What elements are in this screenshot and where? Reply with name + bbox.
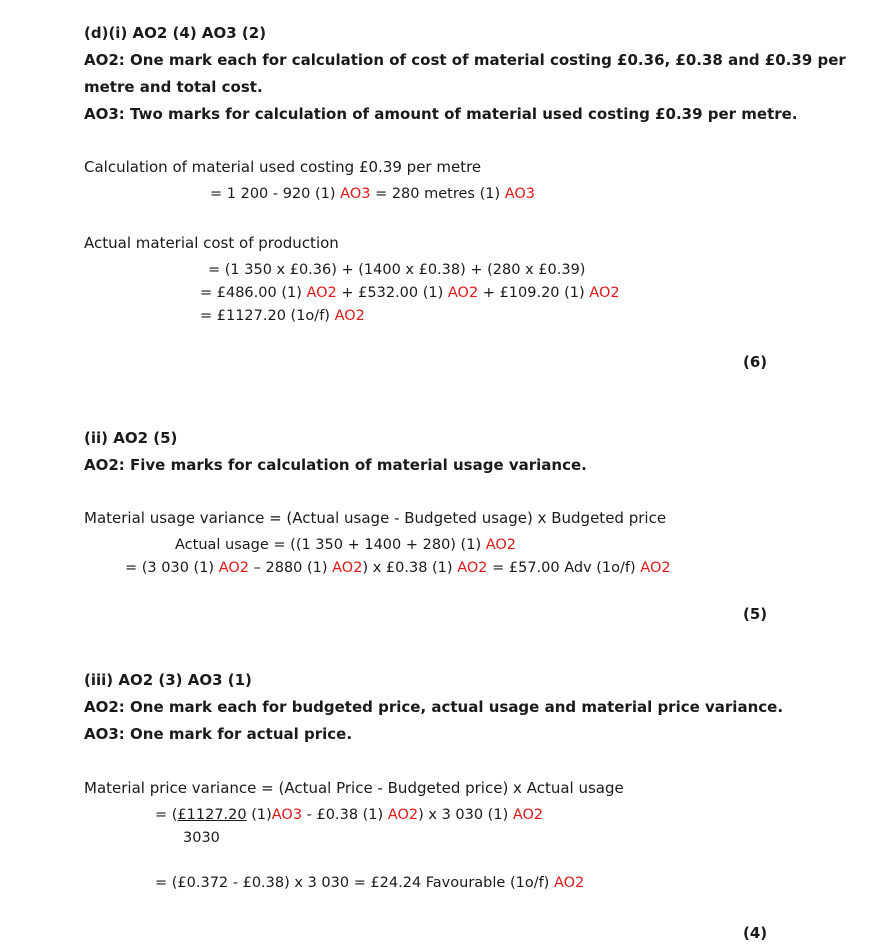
cost-part: + £109.20 (1) (478, 285, 590, 301)
price-variance-formula: Material price variance = (Actual Price - Budgeted price) x Actual usage (84, 779, 624, 797)
result-part: = (£0.372 - £0.38) x 3 030 = £24.24 Favourable (1o/f) (155, 875, 554, 891)
price-part: = ( (155, 807, 178, 823)
actual-price-numerator: £1127.20 (177, 807, 247, 823)
cost-part: = £1127.20 (1o/f) (200, 308, 335, 324)
price-part: (1) (246, 807, 272, 823)
section-heading-d-i: (d)(i) AO2 (4) AO3 (2) (84, 24, 267, 42)
ao2-criteria-line: AO2: Five marks for calculation of material usage variance. (84, 456, 587, 474)
marks-total-d-iii: (4) (743, 924, 768, 942)
price-calc-line (155, 807, 543, 823)
ao2-tag: AO2 (334, 308, 365, 324)
ao2-tag: AO2 (589, 285, 620, 301)
ao2-tag: AO2 (457, 560, 488, 576)
cost-part: = £486.00 (1) (200, 285, 307, 301)
usage-variance-formula: Material usage variance = (Actual usage - Budgeted usage) x Budgeted price (84, 509, 667, 527)
ao3-criteria-line: AO3: One mark for actual price. (84, 725, 353, 743)
calc-label: Calculation of material used costing £0.39 per metre (84, 158, 482, 176)
cost-line-1: = (1 350 x £0.36) + (1400 x £0.38) + (280 x £0.39) (208, 262, 586, 278)
actual-usage-line (175, 537, 516, 553)
ao3-tag: AO3 (340, 186, 371, 202)
result-part: = (3 030 (1) (125, 560, 219, 576)
usage-part: Actual usage = ((1 350 + 1400 + 280) (1) (175, 537, 486, 553)
ao2-tag: AO2 (447, 285, 479, 301)
cost-part: + £532.00 (1) (336, 285, 448, 301)
price-part: ) x 3 030 (1) (418, 807, 513, 823)
marks-total-d-ii: (5) (743, 605, 768, 623)
actual-price-denominator: 3030 (183, 830, 220, 846)
result-part: – 2880 (1) (249, 560, 333, 576)
ao2-criteria-line1: AO2: One mark each for calculation of cost of material costing £0.36, £0.38 and £0.39 per (84, 51, 846, 69)
ao3-tag: AO3 (271, 807, 303, 823)
ao3-tag: AO3 (504, 186, 536, 202)
ao2-tag: AO2 (387, 807, 419, 823)
result-part: = £57.00 Adv (1o/f) (487, 560, 641, 576)
section-heading-d-ii: (ii) AO2 (5) (84, 429, 178, 447)
actual-cost-label: Actual material cost of production (84, 234, 339, 252)
cost-line-3 (200, 308, 365, 324)
ao3-criteria-line: AO3: Two marks for calculation of amount of material used costing £0.39 per metre. (84, 105, 798, 123)
calc-part: = 280 metres (1) (370, 186, 505, 202)
ao2-tag: AO2 (512, 807, 544, 823)
ao2-tag: AO2 (306, 285, 337, 301)
ao2-tag: AO2 (218, 560, 249, 576)
cost-line-2 (200, 285, 620, 301)
ao2-criteria-line: AO2: One mark each for budgeted price, actual usage and material price variance. (84, 698, 784, 716)
ao2-tag: AO2 (485, 537, 517, 553)
usage-variance-result (125, 560, 671, 576)
price-part: - £0.38 (1) (302, 807, 388, 823)
calc-line (210, 186, 535, 202)
marks-total-d-i: (6) (743, 353, 768, 371)
ao2-criteria-line2: metre and total cost. (84, 78, 263, 96)
price-variance-result (155, 875, 584, 891)
ao2-tag: AO2 (640, 560, 671, 576)
calc-part: = 1 200 - 920 (1) (210, 186, 341, 202)
ao2-tag: AO2 (553, 875, 585, 891)
result-part: ) x £0.38 (1) (362, 560, 458, 576)
section-heading-d-iii: (iii) AO2 (3) AO3 (1) (84, 671, 252, 689)
ao2-tag: AO2 (332, 560, 363, 576)
